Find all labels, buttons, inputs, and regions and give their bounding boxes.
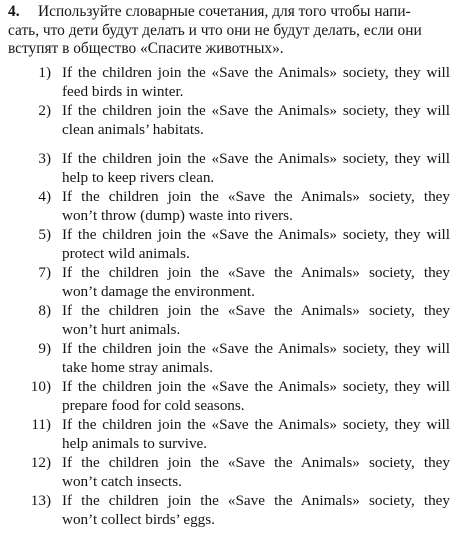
item-text: If the children join the «Save the Animals» society, they won’t hurt animals. — [62, 302, 450, 338]
item-text: If the children join the «Save the Animals» society, they won’t collect birds’ eggs. — [62, 492, 450, 528]
task-instruction-line-3: вступят в общество «Спасите животных». — [8, 40, 284, 57]
item-number: 3) — [38, 150, 51, 167]
item-number: 8) — [38, 302, 51, 319]
item-number: 2) — [38, 102, 51, 119]
item-number: 7) — [38, 264, 51, 281]
task-number: 4. — [8, 3, 20, 20]
task-instruction-line-1: 4. Используйте словарные сочетания, для того чтобы напи- — [8, 3, 411, 20]
item-number: 12) — [30, 454, 51, 471]
item-number: 1) — [38, 64, 51, 81]
item-text: If the children join the «Save the Animals» society, they will clean animals’ habitats. — [62, 102, 450, 138]
item-text: If the children join the «Save the Animals» society, they will help animals to survive. — [62, 416, 450, 452]
item-text: If the children join the «Save the Animals» society, they won’t damage the environment. — [62, 264, 450, 300]
item-number: 11) — [31, 416, 51, 433]
task-instruction-line-2: сать, что дети будут делать и что они не будут делать, если они — [8, 21, 422, 39]
item-text: If the children join the «Save the Animals» society, they will feed birds in winter. — [62, 64, 450, 100]
item-text: If the children join the «Save the Animals» society, they won’t catch insects. — [62, 454, 450, 490]
item-number: 4) — [38, 188, 51, 205]
item-number: 10) — [30, 378, 51, 395]
item-text: If the children join the «Save the Animals» society, they will prepare food for cold seasons. — [62, 378, 450, 414]
item-number: 5) — [38, 226, 51, 243]
item-number: 9) — [38, 340, 51, 357]
item-number: 13) — [30, 492, 51, 509]
task-instruction — [8, 3, 454, 59]
item-text: If the children join the «Save the Animals» society, they will take home stray animals. — [62, 340, 450, 376]
item-text: If the children join the «Save the Animals» society, they will help to keep rivers clean. — [62, 150, 450, 186]
item-text: If the children join the «Save the Animals» society, they will protect wild animals. — [62, 226, 450, 262]
item-text: If the children join the «Save the Animals» society, they won’t throw (dump) waste into rivers. — [62, 188, 450, 224]
